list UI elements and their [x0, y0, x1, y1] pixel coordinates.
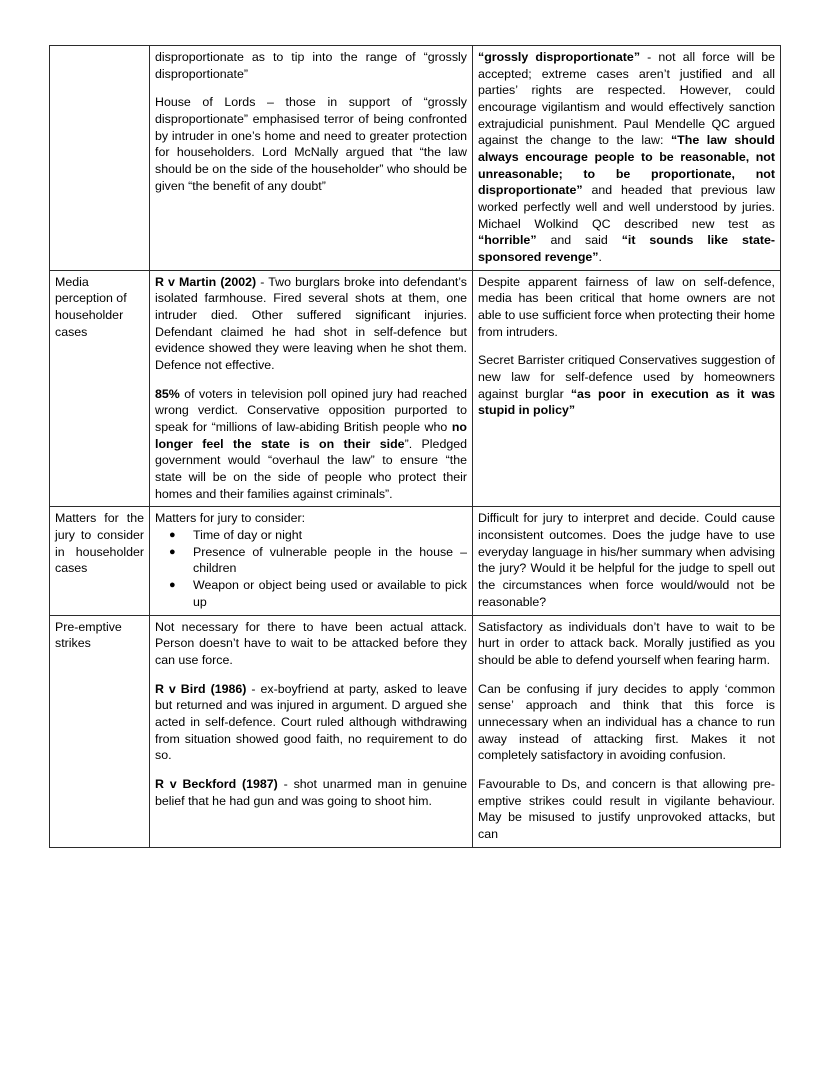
- emphasis-text: “it sounds like state-sponsored revenge”: [478, 233, 776, 265]
- body-text: .: [598, 250, 602, 265]
- body-text: - ex-boyfriend at party, asked to leave but returned and was injured in argument. D argued she acted in self-defence. Court ruled although withdrawing from situation showed good faith, no requirement to do so.: [155, 681, 467, 763]
- body-text: - not all force will be accepted; extreme cases aren’t justified and all parties’ rights are respected. However, could encourage vigilantism and would effectively sanction extrajudicial punishment. Paul Mendelle QC argued against the change to the law:: [478, 50, 775, 148]
- law-and-cases-cell: [150, 507, 473, 615]
- emphasis-text: R v Beckford (1987): [155, 776, 278, 791]
- body-text: House of Lords – those in support of “grossly disproportionate” emphasised terror of being confronted by intruder in one’s home and need to greater protection for householders. Lord McNally argued that “the law should be on the side of the householder” who should be given “the benefit of any doubt”: [155, 95, 467, 193]
- body-text: Favourable to Ds, and concern is that allowing pre-emptive strikes could result in vigilante behaviour. May be misused to justify unprovoked attacks, but can: [478, 776, 775, 841]
- evaluation-cell: [473, 270, 781, 507]
- body-text: ”. Pledged government would “overhaul the law” to ensure “the state will be on the side of people who protect their homes and their families against criminals”.: [155, 436, 468, 501]
- emphasis-text: “horrible”: [478, 233, 537, 248]
- body-text: - Two burglars broke into defendant’s isolated farmhouse. Fired several shots at them, one intruder died. Other suffered significant injuries. Defendant claimed he had shot in self-defence but evidence showed they were leaving when he shot them. Defence not effective.: [155, 274, 468, 373]
- paragraph: [155, 94, 467, 194]
- list-item-label: Weapon or object being used or available to pick up: [193, 578, 467, 609]
- paragraph: [478, 510, 775, 610]
- table-row: [50, 270, 781, 507]
- body-text: Satisfactory as individuals don’t have to wait to be hurt in order to attack back. Morally justified as you should be able to defend yourself when fearing harm.: [478, 619, 775, 667]
- paragraph: [155, 274, 467, 374]
- paragraph: [478, 274, 775, 341]
- law-and-cases-cell: [150, 615, 473, 847]
- emphasis-text: “The law should always encourage people to be reasonable, not unreasonable; to be proportionate, not disproportionate”: [478, 133, 775, 198]
- paragraph: [478, 681, 775, 764]
- evaluation-cell: [473, 46, 781, 271]
- emphasis-text: “grossly disproportionate”: [478, 50, 641, 64]
- paragraph: [478, 352, 775, 419]
- paragraph-group: [155, 274, 467, 503]
- list-item: [155, 544, 467, 577]
- table-row: [50, 507, 781, 615]
- notes-table: [49, 45, 781, 848]
- list-item: [155, 527, 467, 544]
- body-text: Not necessary for there to have been actual attack. Person doesn’t have to wait to be attacked before they can use force.: [155, 619, 467, 667]
- emphasis-text: R v Martin (2002): [155, 274, 257, 289]
- table-row: [50, 615, 781, 847]
- body-text: Secret Barrister critiqued Conservatives suggestion of new law for self-defence used by homeowners against burglar: [478, 353, 775, 401]
- paragraph-group: [155, 49, 467, 194]
- law-and-cases-cell: [150, 46, 473, 271]
- topic-cell: [50, 46, 150, 271]
- paragraph-group: [478, 510, 775, 610]
- paragraph: [155, 681, 467, 764]
- topic-label: Pre-emptive strikes: [55, 619, 122, 651]
- body-text: and said: [536, 233, 622, 248]
- paragraph: [155, 776, 467, 809]
- paragraph: [478, 776, 775, 843]
- paragraph-group: [478, 619, 775, 843]
- list-item: [155, 577, 467, 610]
- emphasis-text: “as poor in execution as it was stupid in policy”: [478, 386, 775, 418]
- topic-cell: [50, 615, 150, 847]
- bullet-lead-in: Matters for jury to consider:: [155, 511, 306, 526]
- law-and-cases-cell: [150, 270, 473, 507]
- bullet-dot-icon: ●: [169, 545, 176, 558]
- body-text: - shot unarmed man in genuine belief that he had gun and was going to shoot him.: [155, 776, 467, 808]
- paragraph: [478, 619, 775, 669]
- body-text: Difficult for jury to interpret and decide. Could cause inconsistent outcomes. Does the judge have to use everyday language in his/her summary when advising the jury? Would it be helpful for the judge to spell out the circumstances when force would/would not be reasonable?: [478, 511, 775, 609]
- body-text: Can be confusing if jury decides to apply ‘common sense’ approach and think that this force is unnecessary when an individual has a chance to run away instead of attacking first. Makes it not completely satisfactory in avoiding confusion.: [478, 681, 775, 763]
- body-text: Despite apparent fairness of law on self-defence, media has been critical that home owners are not able to use sufficient force when protecting their home from intruders.: [478, 274, 775, 339]
- bullet-dot-icon: ●: [169, 579, 176, 592]
- bullet-dot-icon: ●: [169, 529, 176, 542]
- paragraph: [155, 619, 467, 669]
- body-text: and headed that previous law worked perfectly well and well understood by juries. Michael Wolkind QC described new test as: [478, 183, 775, 231]
- topic-label: Media perception of householder cases: [55, 274, 127, 339]
- body-text: of voters in television poll opined jury had reached wrong verdict. Conservative opposition purported to speak for “millions of law-abiding British people who: [155, 386, 467, 435]
- topic-label: Matters for the jury to consider in householder cases: [55, 511, 144, 576]
- paragraph-group: [478, 274, 775, 419]
- emphasis-text: 85%: [155, 386, 180, 401]
- table-row: [50, 46, 781, 271]
- list-item-label: Time of day or night: [193, 528, 303, 543]
- list-item-label: Presence of vulnerable people in the house – children: [193, 544, 467, 576]
- evaluation-cell: [473, 507, 781, 615]
- topic-cell: [50, 507, 150, 615]
- jury-considerations-list: [155, 527, 467, 610]
- paragraph-group: [478, 49, 775, 266]
- paragraph: [155, 49, 467, 82]
- paragraph-group: [155, 619, 467, 810]
- table-body: [50, 46, 781, 848]
- evaluation-cell: [473, 615, 781, 847]
- topic-cell: [50, 270, 150, 507]
- body-text: disproportionate as to tip into the range of “grossly disproportionate”: [155, 50, 467, 81]
- paragraph: [155, 386, 467, 503]
- emphasis-text: R v Bird (1986): [155, 681, 247, 696]
- paragraph: [478, 49, 775, 266]
- emphasis-text: no longer feel the state is on their side: [155, 420, 467, 451]
